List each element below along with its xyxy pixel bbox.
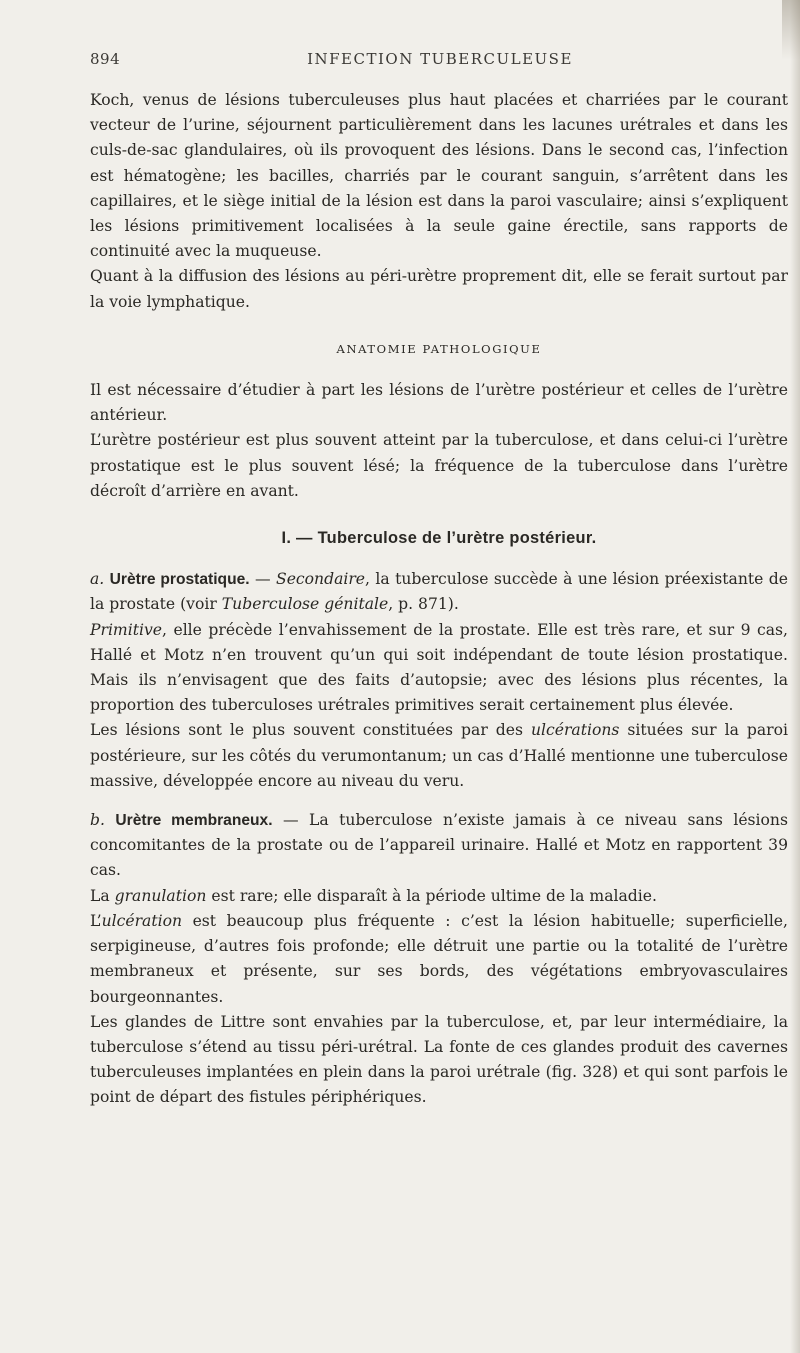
section-b-text-1: La tuberculose n’existe jamais à ce niveau sans lésions concomitantes de la prostate ou de l’appareil urinaire. Hallé et Motz en rapportent 39 cas.	[90, 811, 788, 880]
running-title: INFECTION TUBERCULEUSE	[307, 50, 573, 68]
section-a-ulcerations: ulcérations	[530, 721, 620, 740]
anatomie-paragraph-1: Il est nécessaire d’étudier à part les lésions de l’urètre postérieur et celles de l’urètre antérieur.	[90, 381, 788, 425]
section-a-reference: Tuberculose génitale	[221, 595, 389, 614]
section-a-heading: Urètre prostatique.	[109, 571, 250, 589]
section-a-text-4: Les lésions sont le plus souvent constituées par des	[90, 721, 531, 740]
section-title-anatomie: ANATOMIE PATHOLOGIQUE	[336, 341, 542, 356]
scan-corner-shadow	[782, 0, 800, 60]
section-b-text-5: est beaucoup plus fréquente : c’est la lésion habituelle; superficielle, serpigineuse, d’autres fois profonde; elle détruit une partie ou la totalité de l’urètre membraneux et présente, sur ses bords, des végétations embryovasculaires bourgeonnantes.	[90, 911, 788, 1006]
section-b-text-2: La	[90, 886, 115, 905]
section-a-primitive: Primitive	[90, 620, 162, 639]
section-a-text-5: situées sur la paroi postérieure, sur les côtés du verumontanum; un cas d’Hallé mentionne une tuberculose massive, développée encore au niveau du veru.	[90, 721, 789, 790]
section-a-secondaire: Secondaire	[276, 570, 366, 589]
running-head	[90, 50, 790, 76]
section-b-dash: —	[272, 811, 310, 830]
section-b-label: b.	[90, 811, 105, 830]
body-text	[90, 88, 788, 1111]
section-b-paragraph-2	[90, 884, 788, 909]
section-a-paragraph-3	[90, 718, 788, 794]
section-a-text-3: , elle précède l’envahissement de la prostate. Elle est très rare, et sur 9 cas, Hallé et Motz n’en trouvent qu’un qui soit indépendant de toute lésion prostatique. Mais ils n’envisagent que des faits d’autopsie; avec des lésions plus récentes, la proportion des tuberculoses urétrales primitives serait certainement plus élevée.	[90, 620, 788, 715]
section-a-dash: —	[249, 570, 277, 589]
section-b-granulation: granulation	[114, 886, 207, 905]
scan-edge-shadow	[790, 0, 800, 1353]
chapter-heading: I. — Tuberculose de l’urètre postérieur.	[281, 529, 597, 548]
section-a-paragraph-1	[90, 567, 788, 617]
section-a-label: a.	[90, 570, 105, 589]
section-b-paragraph-4: Les glandes de Littre sont envahies par la tuberculose, et, par leur intermédiaire, la tuberculose s’étend au tissu péri-urétral. La fonte de ces glandes produit des cavernes tuberculeuses implantées en plein dans la paroi urétrale (fig. 328) et qui sont parfois le point de départ des fistules périphériques.	[90, 1012, 788, 1107]
intro-paragraph-1: Koch, venus de lésions tuberculeuses plus haut placées et charriées par le courant vecteur de l’urine, séjournent particulièrement dans les lacunes urétrales et dans les culs-de-sac glandulaires, où ils provoquent des lésions. Dans le second cas, l’infection est hématogène; les bacilles, charriés par le courant sanguin, s’arrêtent dans les capillaires, et le siège initial de la lésion est dans la paroi vasculaire; ainsi s’expliquent les lésions primitivement localisées à la seule gaine érectile, sans rapports de continuité avec la muqueuse.	[90, 91, 788, 261]
page-number: 894	[90, 50, 121, 68]
section-b-ulceration: ulcération	[101, 911, 183, 930]
section-b-text-3: est rare; elle disparaît à la période ultime de la maladie.	[206, 886, 657, 905]
section-gap	[90, 794, 788, 808]
section-b-paragraph-3	[90, 909, 788, 1010]
section-b-paragraph-1	[90, 808, 788, 884]
intro-paragraph-2: Quant à la diffusion des lésions au péri-urètre proprement dit, elle se ferait surtout par la voie lymphatique.	[90, 267, 788, 311]
section-a-text-2: , p. 871).	[388, 595, 459, 614]
section-a-text-1: , la tuberculose succède à une lésion préexistante de la prostate (voir	[90, 570, 788, 614]
section-b-heading: Urètre membraneux.	[115, 812, 273, 830]
section-a-paragraph-2	[90, 618, 788, 719]
section-b-text-4: L’	[90, 911, 102, 930]
anatomie-paragraph-2: L’urètre postérieur est plus souvent atteint par la tuberculose, et dans celui-ci l’urètre prostatique est le plus souvent lésé; la fréquence de la tuberculose dans l’urètre décroît d’arrière en avant.	[90, 431, 788, 500]
